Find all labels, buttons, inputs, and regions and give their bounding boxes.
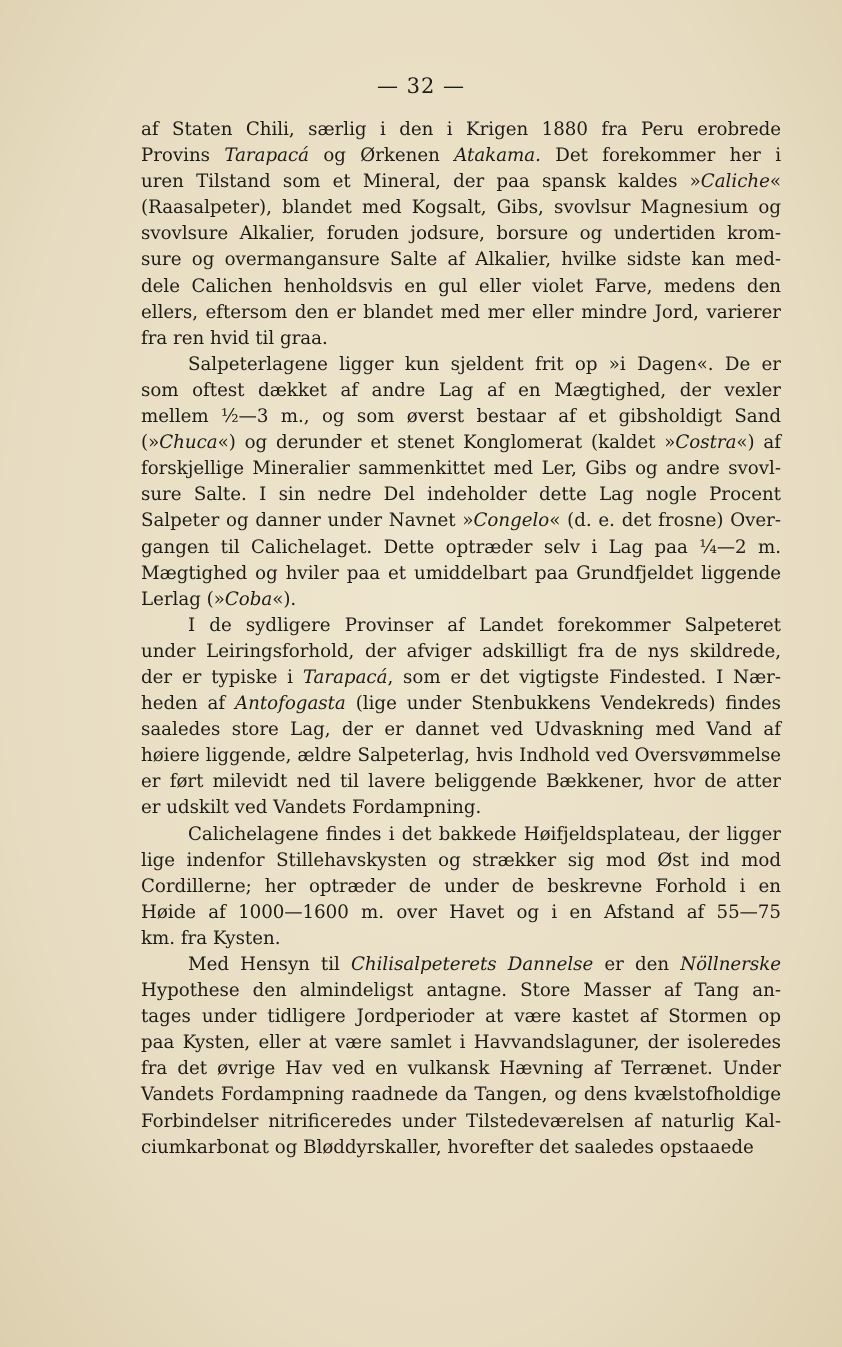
text-line	[141, 639, 781, 665]
text-line	[141, 430, 781, 456]
text-run: gangen til Calichelaget. Dette optræder selv i Lag paa ¼—2 m.	[141, 536, 781, 558]
text-run: Høide af 1000—1600 m. over Havet og i en Afstand af 55—75	[141, 901, 781, 923]
text-line	[141, 665, 781, 691]
text-line	[141, 352, 781, 378]
text-line	[141, 717, 781, 743]
text-line	[141, 378, 781, 404]
text-run: Calichelagene findes i det bakkede Høifjeldsplateau, der ligger	[188, 823, 781, 845]
text-run: dele Calichen henholdsvis en gul eller violet Farve, medens den	[141, 275, 781, 297]
paragraph	[141, 613, 781, 822]
text-run: under Leiringsforhold, der afviger adskilligt fra de nys skildrede,	[141, 640, 781, 662]
text-run: svovlsure Alkalier, foruden jodsure, borsure og undertiden krom-	[141, 223, 781, 245]
text-line	[141, 952, 781, 978]
text-run: Cordillerne; her optræder de under de beskrevne Forhold i en	[141, 875, 781, 897]
text-run: er den	[593, 954, 681, 975]
text-run: «) og derunder et stenet Konglomerat (kaldet »	[217, 432, 676, 454]
italic-term: Chilisalpeterets Dannelse	[350, 954, 594, 975]
italic-term: Coba	[224, 588, 273, 610]
text-run: fra det øvrige Hav ved en vulkansk Hævning af Terrænet. Under	[141, 1058, 781, 1080]
text-run: høiere liggende, ældre Salpeterlag, hvis Indhold ved Oversvømmelse	[141, 745, 781, 767]
text-line	[141, 247, 781, 273]
text-line	[141, 978, 781, 1004]
paragraph	[141, 952, 781, 1161]
text-line	[141, 1030, 781, 1056]
text-run: ciumkarbonat og Bløddyrskaller, hvorefter det saaledes opstaaede	[141, 1136, 754, 1158]
text-run: er udskilt ved Vandets Fordampning.	[141, 797, 482, 819]
text-line	[141, 508, 781, 534]
text-run: der er typiske i	[141, 666, 303, 688]
text-line	[141, 691, 781, 717]
text-run: Mægtighed og hviler paa et umiddelbart paa Grundfjeldet liggende	[141, 562, 781, 584]
text-run: ellers, eftersom den er blandet med mer eller mindre Jord, varierer	[141, 301, 781, 323]
text-run: «).	[272, 588, 297, 610]
text-run: fra ren hvid til graa.	[141, 327, 328, 349]
text-run: Lerlag (»	[141, 588, 225, 610]
text-run: er ført milevidt ned til lavere beliggende Bækkener, hvor de atter	[141, 771, 781, 793]
text-line	[141, 195, 781, 221]
text-run: , som er det vigtigste Findested. I Nær-	[387, 666, 781, 688]
italic-term: Caliche	[700, 171, 770, 193]
text-run: Salpeterlagene ligger kun sjeldent frit op »i Dagen«. De er	[188, 353, 781, 375]
text-run: forskjellige Mineralier sammenkittet med Ler, Gibs og andre svovl-	[141, 458, 781, 480]
text-run: «) af	[736, 432, 781, 454]
text-run: Hypothese den almindeligst antagne. Store Masser af Tang an-	[141, 980, 781, 1002]
text-line	[141, 326, 781, 352]
text-run: I de sydligere Provinser af Landet forekommer Salpeteret	[188, 614, 781, 636]
text-line	[141, 274, 781, 300]
text-run: lige indenfor Stillehavskysten og strækker sig mod Øst ind mod	[141, 849, 781, 871]
text-line	[141, 900, 781, 926]
text-line	[141, 169, 781, 195]
text-line	[141, 926, 781, 952]
paragraph	[141, 117, 781, 352]
italic-term: Tarapacá	[302, 666, 388, 688]
text-line	[141, 1082, 781, 1108]
text-run: heden af	[141, 693, 236, 715]
text-line	[141, 535, 781, 561]
text-line	[141, 769, 781, 795]
italic-term: Nöllnerske	[680, 954, 781, 975]
text-run: og Ørkenen	[309, 145, 455, 167]
text-run: «	[769, 171, 781, 193]
text-run: Det forekommer her i	[540, 145, 782, 167]
text-run: som oftest dækket af andre Lag af en Mægtighed, der vexler	[141, 379, 781, 401]
text-run: (Raasalpeter), blandet med Kogsalt, Gibs, svovlsur Magnesium og	[141, 197, 781, 219]
italic-term: Tarapacá	[224, 145, 309, 167]
text-run: af Staten Chili, særlig i den i Krigen 1880 fra Peru erobrede	[141, 119, 781, 140]
text-run: (lige under Stenbukkens Vendekreds) findes	[345, 693, 781, 715]
text-line	[141, 404, 781, 430]
text-run: (»	[141, 432, 160, 454]
text-run: Forbindelser nitrificeredes under Tilstedeværelsen af naturlig Kal-	[141, 1110, 781, 1132]
text-run: uren Tilstand som et Mineral, der paa spansk kaldes »	[141, 171, 701, 193]
italic-term: Atakama.	[454, 145, 541, 167]
italic-term: Chuca	[159, 432, 218, 454]
text-line	[141, 300, 781, 326]
text-line	[141, 143, 781, 169]
text-run: km. fra Kysten.	[141, 927, 281, 949]
text-run: Vandets Fordampning raadnede da Tangen, og dens kvælstofholdige	[141, 1084, 781, 1106]
text-run: Salpeter og danner under Navnet »	[141, 510, 474, 532]
text-line	[141, 795, 781, 821]
text-line	[141, 561, 781, 587]
paragraph	[141, 352, 781, 613]
text-run: paa Kysten, eller at være samlet i Havvandslaguner, der isoleredes	[141, 1032, 781, 1054]
text-line	[141, 221, 781, 247]
text-line	[141, 613, 781, 639]
text-run: saaledes store Lag, der er dannet ved Udvaskning med Vand af	[141, 719, 781, 741]
body-text	[141, 117, 781, 1161]
italic-term: Congelo	[473, 510, 550, 532]
text-line	[141, 1056, 781, 1082]
text-line	[141, 587, 781, 613]
text-run: Provins	[141, 145, 225, 167]
page-number: — 32 —	[376, 74, 466, 98]
text-line	[141, 117, 781, 143]
text-run: sure Salte. I sin nedre Del indeholder dette Lag nogle Procent	[141, 484, 781, 506]
text-run: sure og overmangansure Salte af Alkalier, hvilke sidste kan med-	[141, 249, 781, 271]
text-line	[141, 1135, 781, 1161]
text-line	[141, 874, 781, 900]
text-line	[141, 848, 781, 874]
text-line	[141, 822, 781, 848]
italic-term: Antofogasta	[235, 693, 346, 715]
text-line	[141, 1004, 781, 1030]
italic-term: Costra	[675, 432, 737, 454]
text-run: tages under tidligere Jordperioder at være kastet af Stormen op	[141, 1006, 781, 1028]
text-run: Med Hensyn til	[188, 954, 351, 975]
text-run: mellem ½—3 m., og som øverst bestaar af et gibsholdigt Sand	[141, 406, 781, 428]
text-line	[141, 1109, 781, 1135]
text-run: « (d. e. det frosne) Over-	[549, 510, 781, 532]
text-line	[141, 456, 781, 482]
paragraph	[141, 822, 781, 952]
text-line	[141, 743, 781, 769]
text-line	[141, 482, 781, 508]
